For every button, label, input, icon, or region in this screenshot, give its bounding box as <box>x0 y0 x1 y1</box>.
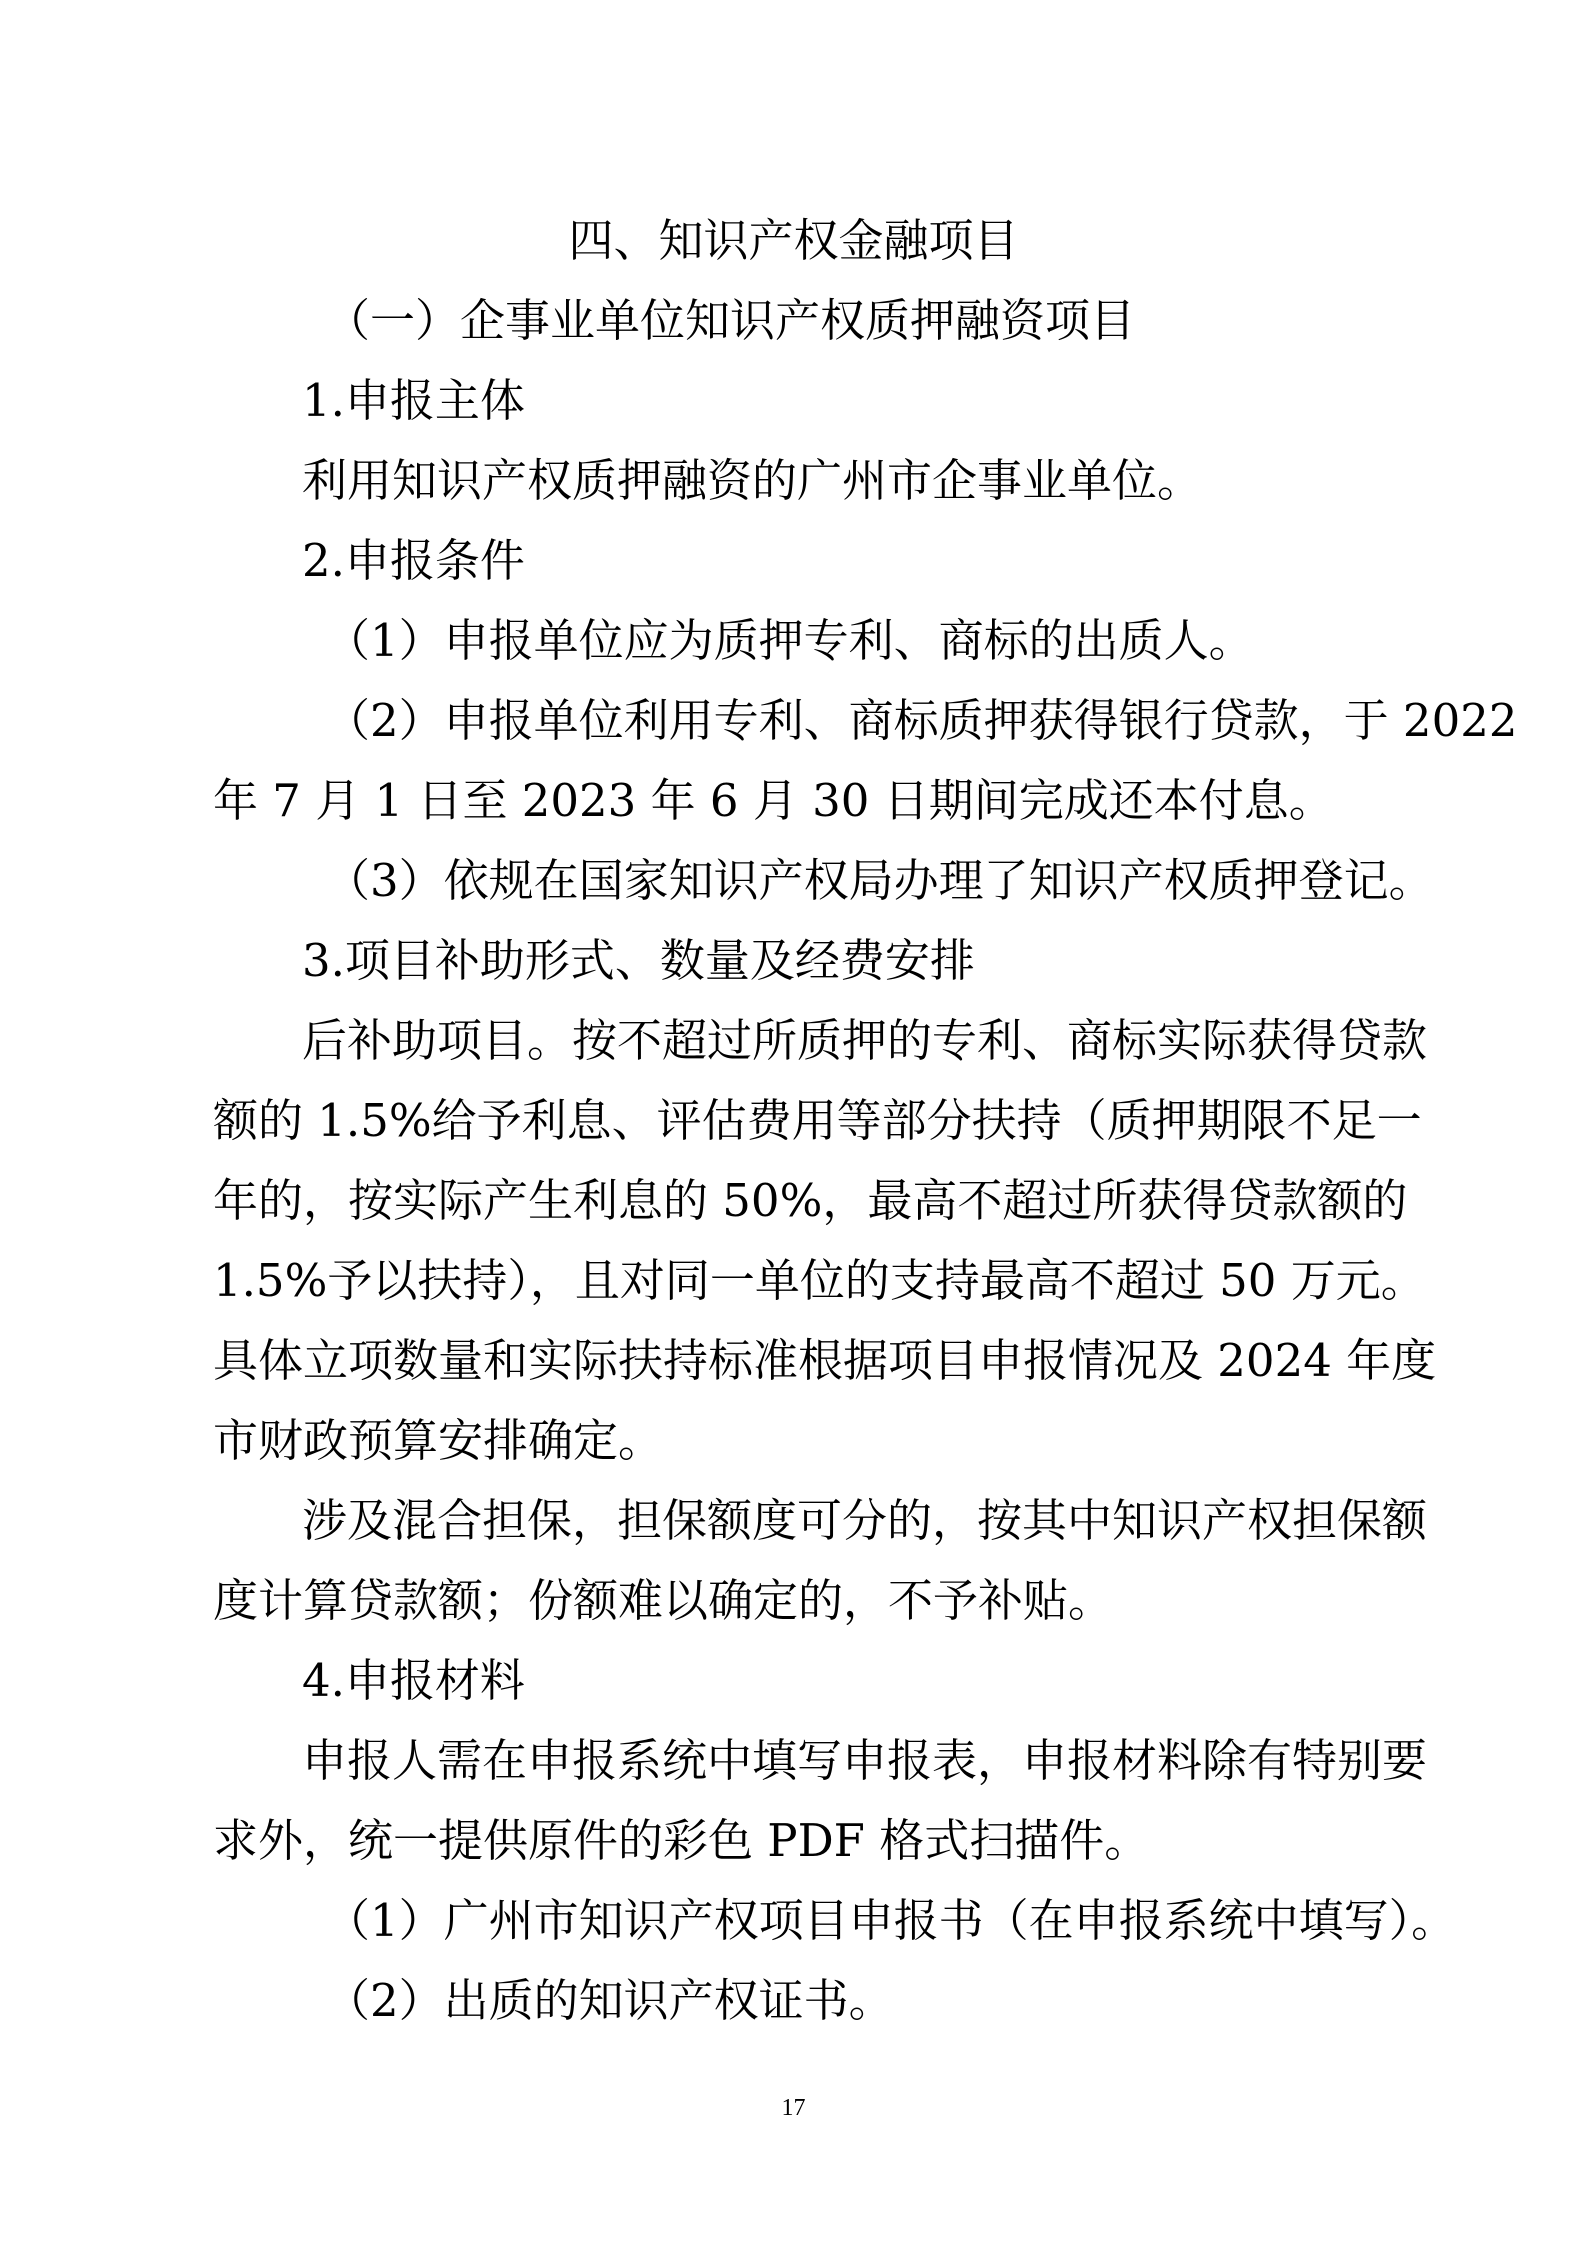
paragraph-line: 额的 1.5%给予利息、评估费用等部分扶持（质押期限不足一 <box>213 1094 1422 1147</box>
heading-subsidy: 3.项目补助形式、数量及经费安排 <box>302 934 975 987</box>
list-item-condition-1: （1）申报单位应为质押专利、商标的出质人。 <box>325 614 1254 667</box>
paragraph-line: 市财政预算安排确定。 <box>213 1414 664 1467</box>
section-title: 四、知识产权金融项目 <box>568 214 1019 267</box>
list-item-condition-3: （3）依规在国家知识产权局办理了知识产权质押登记。 <box>325 854 1434 907</box>
paragraph-line: 年的，按实际产生利息的 50%，最高不超过所获得贷款额的 <box>213 1174 1408 1227</box>
heading-conditions: 2.申报条件 <box>302 534 525 587</box>
paragraph-line: 后补助项目。按不超过所质押的专利、商标实际获得贷款 <box>302 1014 1428 1067</box>
paragraph-line: 1.5%予以扶持），且对同一单位的支持最高不超过 50 万元。 <box>213 1254 1426 1307</box>
paragraph-line: 具体立项数量和实际扶持标准根据项目申报情况及 2024 年度 <box>213 1334 1437 1387</box>
paragraph-line: 求外，统一提供原件的彩色 PDF 格式扫描件。 <box>213 1814 1150 1867</box>
paragraph-line: 申报人需在申报系统中填写申报表，申报材料除有特别要 <box>302 1734 1428 1787</box>
heading-materials: 4.申报材料 <box>302 1654 525 1707</box>
list-item-material-2: （2）出质的知识产权证书。 <box>325 1974 894 2027</box>
paragraph-line: 年 7 月 1 日至 2023 年 6 月 30 日期间完成还本付息。 <box>213 774 1334 827</box>
paragraph-line: 利用知识产权质押融资的广州市企事业单位。 <box>302 454 1203 507</box>
paragraph-line: 度计算贷款额；份额难以确定的，不予补贴。 <box>213 1574 1114 1627</box>
list-item-material-1: （1）广州市知识产权项目申报书（在申报系统中填写）。 <box>325 1894 1457 1947</box>
page-number: 17 <box>781 2095 806 2121</box>
heading-applicant: 1.申报主体 <box>302 374 525 427</box>
subsection-title: （一）企事业单位知识产权质押融资项目 <box>325 294 1136 347</box>
paragraph-line: 涉及混合担保，担保额度可分的，按其中知识产权担保额 <box>302 1494 1428 1547</box>
list-item-condition-2: （2）申报单位利用专利、商标质押获得银行贷款，于 2022 <box>325 694 1518 747</box>
